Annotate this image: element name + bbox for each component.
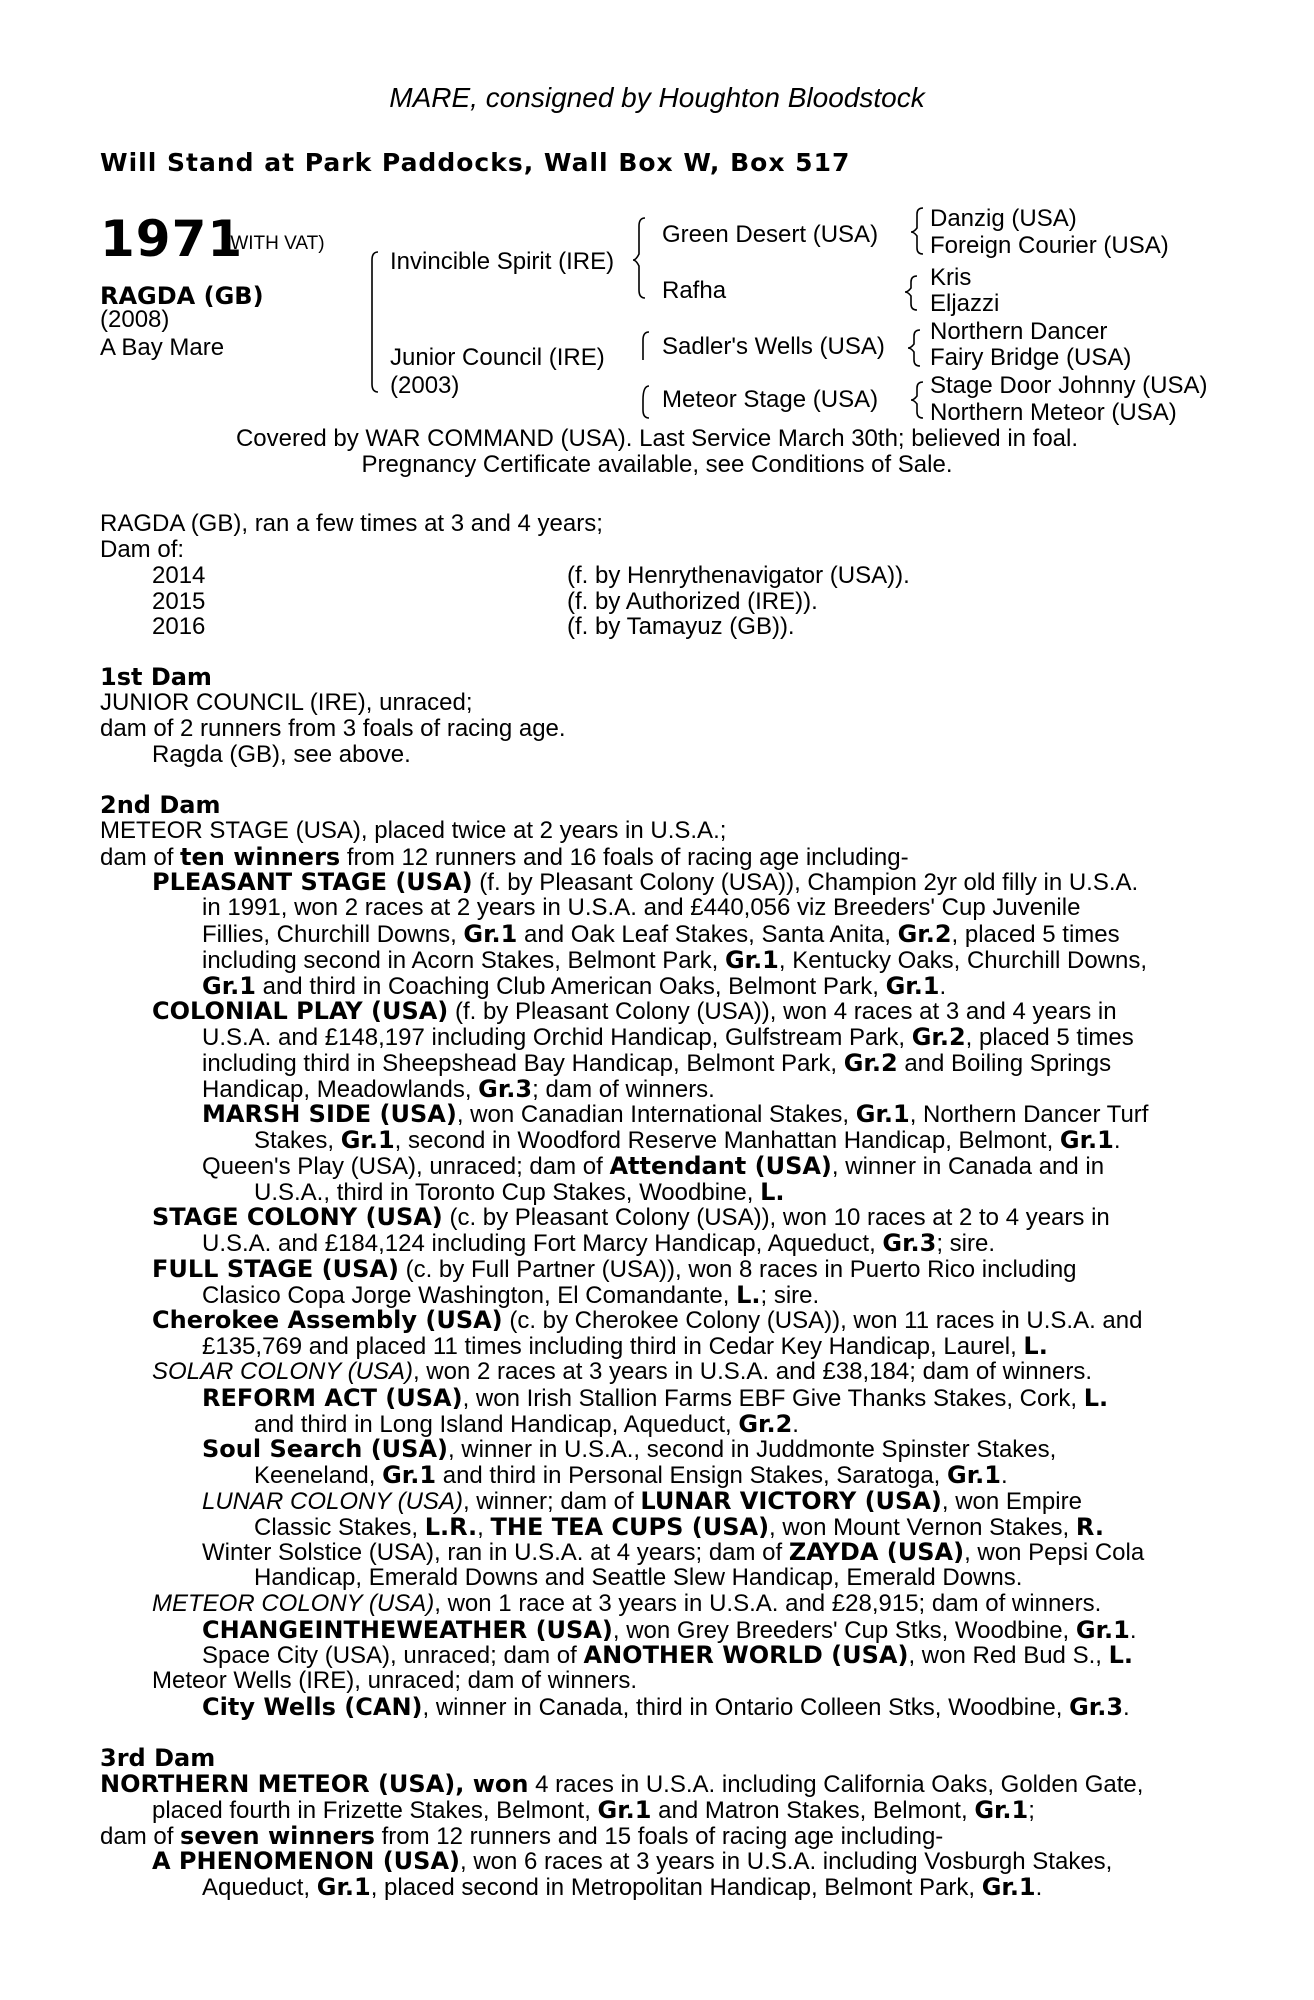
- progeny-line: [202, 1100, 1148, 1129]
- text: Aqueduct,: [202, 1874, 317, 1901]
- text: , won Empire: [941, 1488, 1082, 1515]
- progeny-line: [152, 1255, 1077, 1284]
- grade: Gr.1: [1059, 1126, 1114, 1154]
- progeny-name: MARSH SIDE (USA): [202, 1100, 457, 1128]
- text: , winner in U.S.A., second in Juddmonte Spinster Stakes,: [448, 1436, 1057, 1463]
- third-dam-heading: 3rd Dam: [100, 1744, 216, 1772]
- brace-main: [372, 252, 378, 392]
- progeny-name: COLONIAL PLAY (USA): [152, 997, 449, 1025]
- grade: Gr.1: [855, 1100, 910, 1128]
- progeny-line: in 1991, won 2 races at 2 years in U.S.A. and £440,056 viz Breeders' Cup Juvenile: [202, 894, 1081, 921]
- progeny-name: STAGE COLONY (USA): [152, 1203, 443, 1231]
- progeny-line: [202, 946, 1147, 975]
- progeny-line: [202, 1152, 1104, 1181]
- text: Space City (USA), unraced; dam of: [202, 1642, 584, 1669]
- bold-text: ten winners: [180, 843, 341, 871]
- progeny-line: [202, 1229, 995, 1258]
- progeny-line: [202, 1435, 1056, 1464]
- text: , winner in Canada and in: [831, 1153, 1105, 1180]
- grade: Gr.1: [463, 920, 518, 948]
- progeny-line: Classic Stakes, L.R., THE TEA CUPS (USA), won Mount Vernon Stakes, R.: [254, 1513, 1104, 1541]
- progeny-name: METEOR COLONY (USA): [152, 1590, 435, 1617]
- pedigree-dds: Stage Door Johnny (USA): [930, 372, 1208, 399]
- text: Queen's Play (USA), unraced; dam of: [202, 1153, 610, 1180]
- text: Winter Solstice (USA), ran in U.S.A. at 4 years; dam of: [202, 1539, 789, 1566]
- text: , won Red Bud S.,: [908, 1642, 1109, 1669]
- text: and Oak Leaf Stakes, Santa Anita,: [517, 921, 898, 948]
- text: (f. by Pleasant Colony (USA)), won 4 races at 3 and 4 years in: [448, 998, 1117, 1025]
- text: 4 races in U.S.A. including California Oaks, Golden Gate,: [528, 1771, 1144, 1798]
- text: , placed 5 times: [951, 921, 1120, 948]
- text: Keeneland,: [254, 1462, 383, 1489]
- progeny-name: Soul Search (USA): [202, 1435, 448, 1463]
- grade: Gr.1: [597, 1796, 652, 1824]
- brace-ss: [911, 208, 923, 254]
- progeny-line: [202, 1538, 1144, 1567]
- progeny-name: ANOTHER WORLD (USA): [583, 1641, 909, 1669]
- text: , won Grey Breeders' Cup Stks, Woodbine,: [612, 1617, 1076, 1644]
- text: £135,769 and placed 11 times including third in Cedar Key Handicap, Laurel,: [202, 1333, 1024, 1360]
- grade: Gr.2: [897, 920, 952, 948]
- text: , Kentucky Oaks, Churchill Downs,: [778, 947, 1148, 974]
- produce-year: 2016: [152, 613, 206, 640]
- text: Handicap, Meadowlands,: [202, 1076, 479, 1103]
- grade: R.: [1075, 1513, 1104, 1541]
- grade: Gr.1: [382, 1461, 437, 1489]
- grade: L.R.: [424, 1513, 478, 1541]
- bold-text: seven winners: [180, 1822, 375, 1850]
- text: ; dam of winners.: [532, 1076, 715, 1103]
- progeny-name: CHANGEINTHEWEATHER (USA): [202, 1616, 613, 1644]
- pedigree-sdd: Eljazzi: [930, 290, 1000, 317]
- progeny-name: Cherokee Assembly (USA): [152, 1306, 503, 1334]
- text: U.S.A., third in Toronto Cup Stakes, Woodbine,: [254, 1179, 761, 1206]
- stand-location: Will Stand at Park Paddocks, Wall Box W, Box 517: [100, 148, 851, 177]
- text: and Boiling Springs: [897, 1050, 1112, 1077]
- progeny-line: [202, 1384, 1108, 1413]
- grade: Gr.1: [974, 1796, 1029, 1824]
- text: , winner in Canada, third in Ontario Colleen Stks, Woodbine,: [422, 1694, 1070, 1721]
- grade: Gr.1: [724, 946, 779, 974]
- first-dam-line: JUNIOR COUNCIL (IRE), unraced;: [100, 689, 473, 716]
- covered-note: Covered by WAR COMMAND (USA). Last Service March 30th; believed in foal.: [235, 425, 1079, 452]
- progeny-line: Stakes, Gr.1, second in Woodford Reserve Manhattan Handicap, Belmont, Gr.1.: [254, 1126, 1121, 1154]
- grade: Gr.3: [1069, 1693, 1124, 1721]
- horse-name: RAGDA (GB): [100, 282, 264, 310]
- grade: Gr.2: [843, 1049, 898, 1077]
- grade: Gr.1: [202, 972, 256, 1000]
- pedigree-dam-sire: Sadler's Wells (USA): [662, 333, 885, 360]
- first-dam-line: dam of 2 runners from 3 foals of racing age.: [100, 715, 566, 742]
- progeny-line: [202, 920, 1120, 949]
- grade: Gr.1: [316, 1873, 371, 1901]
- progeny-line: Gr.1 and third in Coaching Club American Oaks, Belmont Park, Gr.1.: [202, 972, 947, 1000]
- pedigree-sire: Invincible Spirit (IRE): [390, 248, 615, 275]
- pregnancy-note: Pregnancy Certificate available, see Conditions of Sale.: [361, 451, 953, 478]
- produce-dam-of: Dam of:: [100, 536, 185, 563]
- pedigree-dam-dam: Meteor Stage (USA): [662, 386, 879, 413]
- produce-desc: (f. by Henrythenavigator (USA)).: [567, 562, 910, 589]
- progeny-name: A PHENOMENON (USA): [152, 1847, 460, 1875]
- vat-note: (WITH VAT): [224, 233, 325, 254]
- text: Fillies, Churchill Downs,: [202, 921, 464, 948]
- text: Clasico Copa Jorge Washington, El Comandante,: [202, 1282, 737, 1309]
- second-dam-heading: 2nd Dam: [100, 791, 221, 819]
- text: and Matron Stakes, Belmont,: [651, 1797, 975, 1824]
- progeny-line: [152, 1306, 1142, 1335]
- first-dam-line: Ragda (GB), see above.: [152, 741, 411, 768]
- progeny-line: [152, 997, 1117, 1026]
- text: (c. by Pleasant Colony (USA)), won 10 races at 2 to 4 years in: [442, 1204, 1110, 1231]
- brace-sire: [633, 218, 645, 298]
- progeny-line: [202, 1049, 1111, 1078]
- pedigree-sire-dam: Rafha: [662, 277, 727, 304]
- grade: Gr.1: [981, 1873, 1036, 1901]
- text: (c. by Cherokee Colony (USA)), won 11 races in U.S.A. and: [502, 1307, 1143, 1334]
- progeny-line: [152, 1358, 1092, 1386]
- text: Stakes,: [254, 1127, 341, 1154]
- horse-year: (2008): [100, 306, 170, 333]
- progeny-name: ZAYDA (USA): [788, 1538, 965, 1566]
- brace-sd: [905, 276, 917, 310]
- lot-number: 1971: [100, 210, 244, 268]
- progeny-name: Attendant (USA): [609, 1152, 832, 1180]
- second-dam-line: METEOR STAGE (USA), placed twice at 2 years in U.S.A.;: [100, 817, 727, 844]
- progeny-line: [152, 1590, 1101, 1618]
- text: , won Canadian International Stakes,: [456, 1101, 856, 1128]
- pedigree-dsd: Fairy Bridge (USA): [930, 344, 1132, 371]
- progeny-line: and third in Long Island Handicap, Aqueduct, Gr.2.: [254, 1410, 799, 1438]
- text: U.S.A. and £184,124 including Fort Marcy Handicap, Aqueduct,: [202, 1230, 883, 1257]
- progeny-line: Meteor Wells (IRE), unraced; dam of winners.: [152, 1667, 638, 1694]
- first-dam-heading: 1st Dam: [100, 663, 212, 691]
- grade: Gr.2: [738, 1410, 793, 1438]
- grade: L.: [1108, 1641, 1133, 1669]
- text: , won 6 races at 3 years in U.S.A. including Vosburgh Stakes,: [459, 1848, 1113, 1875]
- progeny-line: Handicap, Emerald Downs and Seattle Slew Handicap, Emerald Downs.: [254, 1564, 1023, 1591]
- produce-intro: RAGDA (GB), ran a few times at 3 and 4 years;: [100, 510, 603, 537]
- text: including second in Acorn Stakes, Belmont Park,: [202, 947, 725, 974]
- text: , won Mount Vernon Stakes,: [769, 1514, 1076, 1541]
- progeny-name: REFORM ACT (USA): [202, 1384, 463, 1412]
- text: , placed 5 times: [965, 1024, 1134, 1051]
- progeny-line: [152, 1203, 1110, 1232]
- text: placed fourth in Frizette Stakes, Belmont,: [152, 1797, 598, 1824]
- grade: Gr.3: [478, 1075, 533, 1103]
- progeny-name: PLEASANT STAGE (USA): [152, 868, 473, 896]
- text: , won 2 races at 3 years in U.S.A. and £38,184; dam of winners.: [412, 1358, 1092, 1385]
- text: dam of: [100, 1823, 181, 1850]
- text: , placed second in Metropolitan Handicap, Belmont Park,: [370, 1874, 982, 1901]
- pedigree-dam: Junior Council (IRE): [390, 344, 605, 371]
- text: Classic Stakes,: [254, 1514, 425, 1541]
- produce-year: 2014: [152, 562, 206, 589]
- brace-dam: [643, 332, 649, 360]
- third-dam-line: [152, 1796, 1035, 1825]
- progeny-line: [202, 1332, 1048, 1361]
- text: including third in Sheepshead Bay Handicap, Belmont Park,: [202, 1050, 844, 1077]
- third-dam-line: [100, 1770, 1143, 1799]
- text: , winner; dam of: [462, 1488, 641, 1515]
- progeny-line: [202, 1487, 1082, 1516]
- text: ;: [1028, 1797, 1035, 1824]
- progeny-name: THE TEA CUPS (USA): [490, 1513, 770, 1541]
- brace-dd: [911, 382, 923, 418]
- pedigree-sss: Danzig (USA): [930, 205, 1077, 232]
- progeny-line: City Wells (CAN), winner in Canada, third in Ontario Colleen Stks, Woodbine, Gr.3.: [202, 1693, 1130, 1721]
- grade: Gr.1: [1075, 1616, 1130, 1644]
- grade: Gr.2: [911, 1023, 966, 1051]
- produce-year: 2015: [152, 588, 206, 615]
- text: U.S.A. and £148,197 including Orchid Handicap, Gulfstream Park,: [202, 1024, 912, 1051]
- pedigree-sds: Kris: [930, 264, 972, 291]
- grade: Gr.1: [947, 1461, 1001, 1489]
- text: ; sire.: [760, 1282, 820, 1309]
- text: from 12 runners and 15 foals of racing age including-: [374, 1823, 944, 1850]
- brace-dam-2: [643, 386, 649, 418]
- text: , second in Woodford Reserve Manhattan Handicap, Belmont,: [394, 1127, 1060, 1154]
- pedigree-sire-sire: Green Desert (USA): [662, 221, 879, 248]
- progeny-line: CHANGEINTHEWEATHER (USA), won Grey Breeders' Cup Stks, Woodbine, Gr.1.: [202, 1616, 1137, 1644]
- text: , won 1 race at 3 years in U.S.A. and £28,915; dam of winners.: [434, 1590, 1102, 1617]
- progeny-name: FULL STAGE (USA): [152, 1255, 399, 1283]
- third-dam-line: [152, 1847, 1112, 1876]
- progeny-name: SOLAR COLONY (USA): [152, 1358, 413, 1385]
- text: from 12 runners and 16 foals of racing age including-: [340, 844, 909, 871]
- grade: Gr.3: [882, 1229, 937, 1257]
- grade: L.: [736, 1281, 761, 1309]
- pedigree-dam-year: (2003): [390, 372, 460, 399]
- grade: Gr.1: [340, 1126, 395, 1154]
- brace-ds: [908, 330, 920, 366]
- progeny-name: City Wells (CAN): [202, 1693, 423, 1721]
- progeny-line: [202, 1023, 1134, 1052]
- produce-desc: (f. by Tamayuz (GB)).: [567, 613, 795, 640]
- text: ; sire.: [936, 1230, 996, 1257]
- grade: L.: [1023, 1332, 1048, 1360]
- text: (f. by Pleasant Colony (USA)), Champion 2yr old filly in U.S.A.: [472, 869, 1139, 896]
- progeny-name: LUNAR COLONY (USA): [202, 1488, 463, 1515]
- pedigree-ddd: Northern Meteor (USA): [930, 399, 1177, 426]
- progeny-name: NORTHERN METEOR (USA): [100, 1770, 456, 1798]
- text: (c. by Full Partner (USA)), won 8 races in Puerto Rico including: [398, 1256, 1077, 1283]
- grade: L.: [1083, 1384, 1109, 1412]
- text: and third in Long Island Handicap, Aqueduct,: [254, 1411, 739, 1438]
- text: , won Irish Stallion Farms EBF Give Thanks Stakes, Cork,: [462, 1385, 1084, 1412]
- pedigree-dss: Northern Dancer: [930, 318, 1108, 345]
- progeny-line: [202, 1641, 1133, 1670]
- text: and third in Coaching Club American Oaks, Belmont Park,: [255, 973, 886, 1000]
- grade: L.: [760, 1178, 785, 1206]
- horse-description: A Bay Mare: [100, 334, 225, 361]
- pedigree-ssd: Foreign Courier (USA): [930, 232, 1169, 259]
- text: dam of: [100, 844, 181, 871]
- bold-text: , won: [455, 1770, 529, 1798]
- consignor-header: MARE, consigned by Houghton Bloodstock: [389, 82, 925, 113]
- text: , Northern Dancer Turf: [909, 1101, 1149, 1128]
- progeny-line: Keeneland, Gr.1 and third in Personal Ensign Stakes, Saratoga, Gr.1.: [254, 1461, 1008, 1489]
- third-dam-line: Aqueduct, Gr.1, placed second in Metropolitan Handicap, Belmont Park, Gr.1.: [202, 1873, 1043, 1901]
- text: and third in Personal Ensign Stakes, Saratoga,: [436, 1462, 948, 1489]
- progeny-line: [152, 868, 1138, 897]
- produce-desc: (f. by Authorized (IRE)).: [567, 588, 818, 615]
- text: , won Pepsi Cola: [964, 1539, 1145, 1566]
- grade: Gr.1: [885, 972, 940, 1000]
- progeny-name: LUNAR VICTORY (USA): [640, 1487, 942, 1515]
